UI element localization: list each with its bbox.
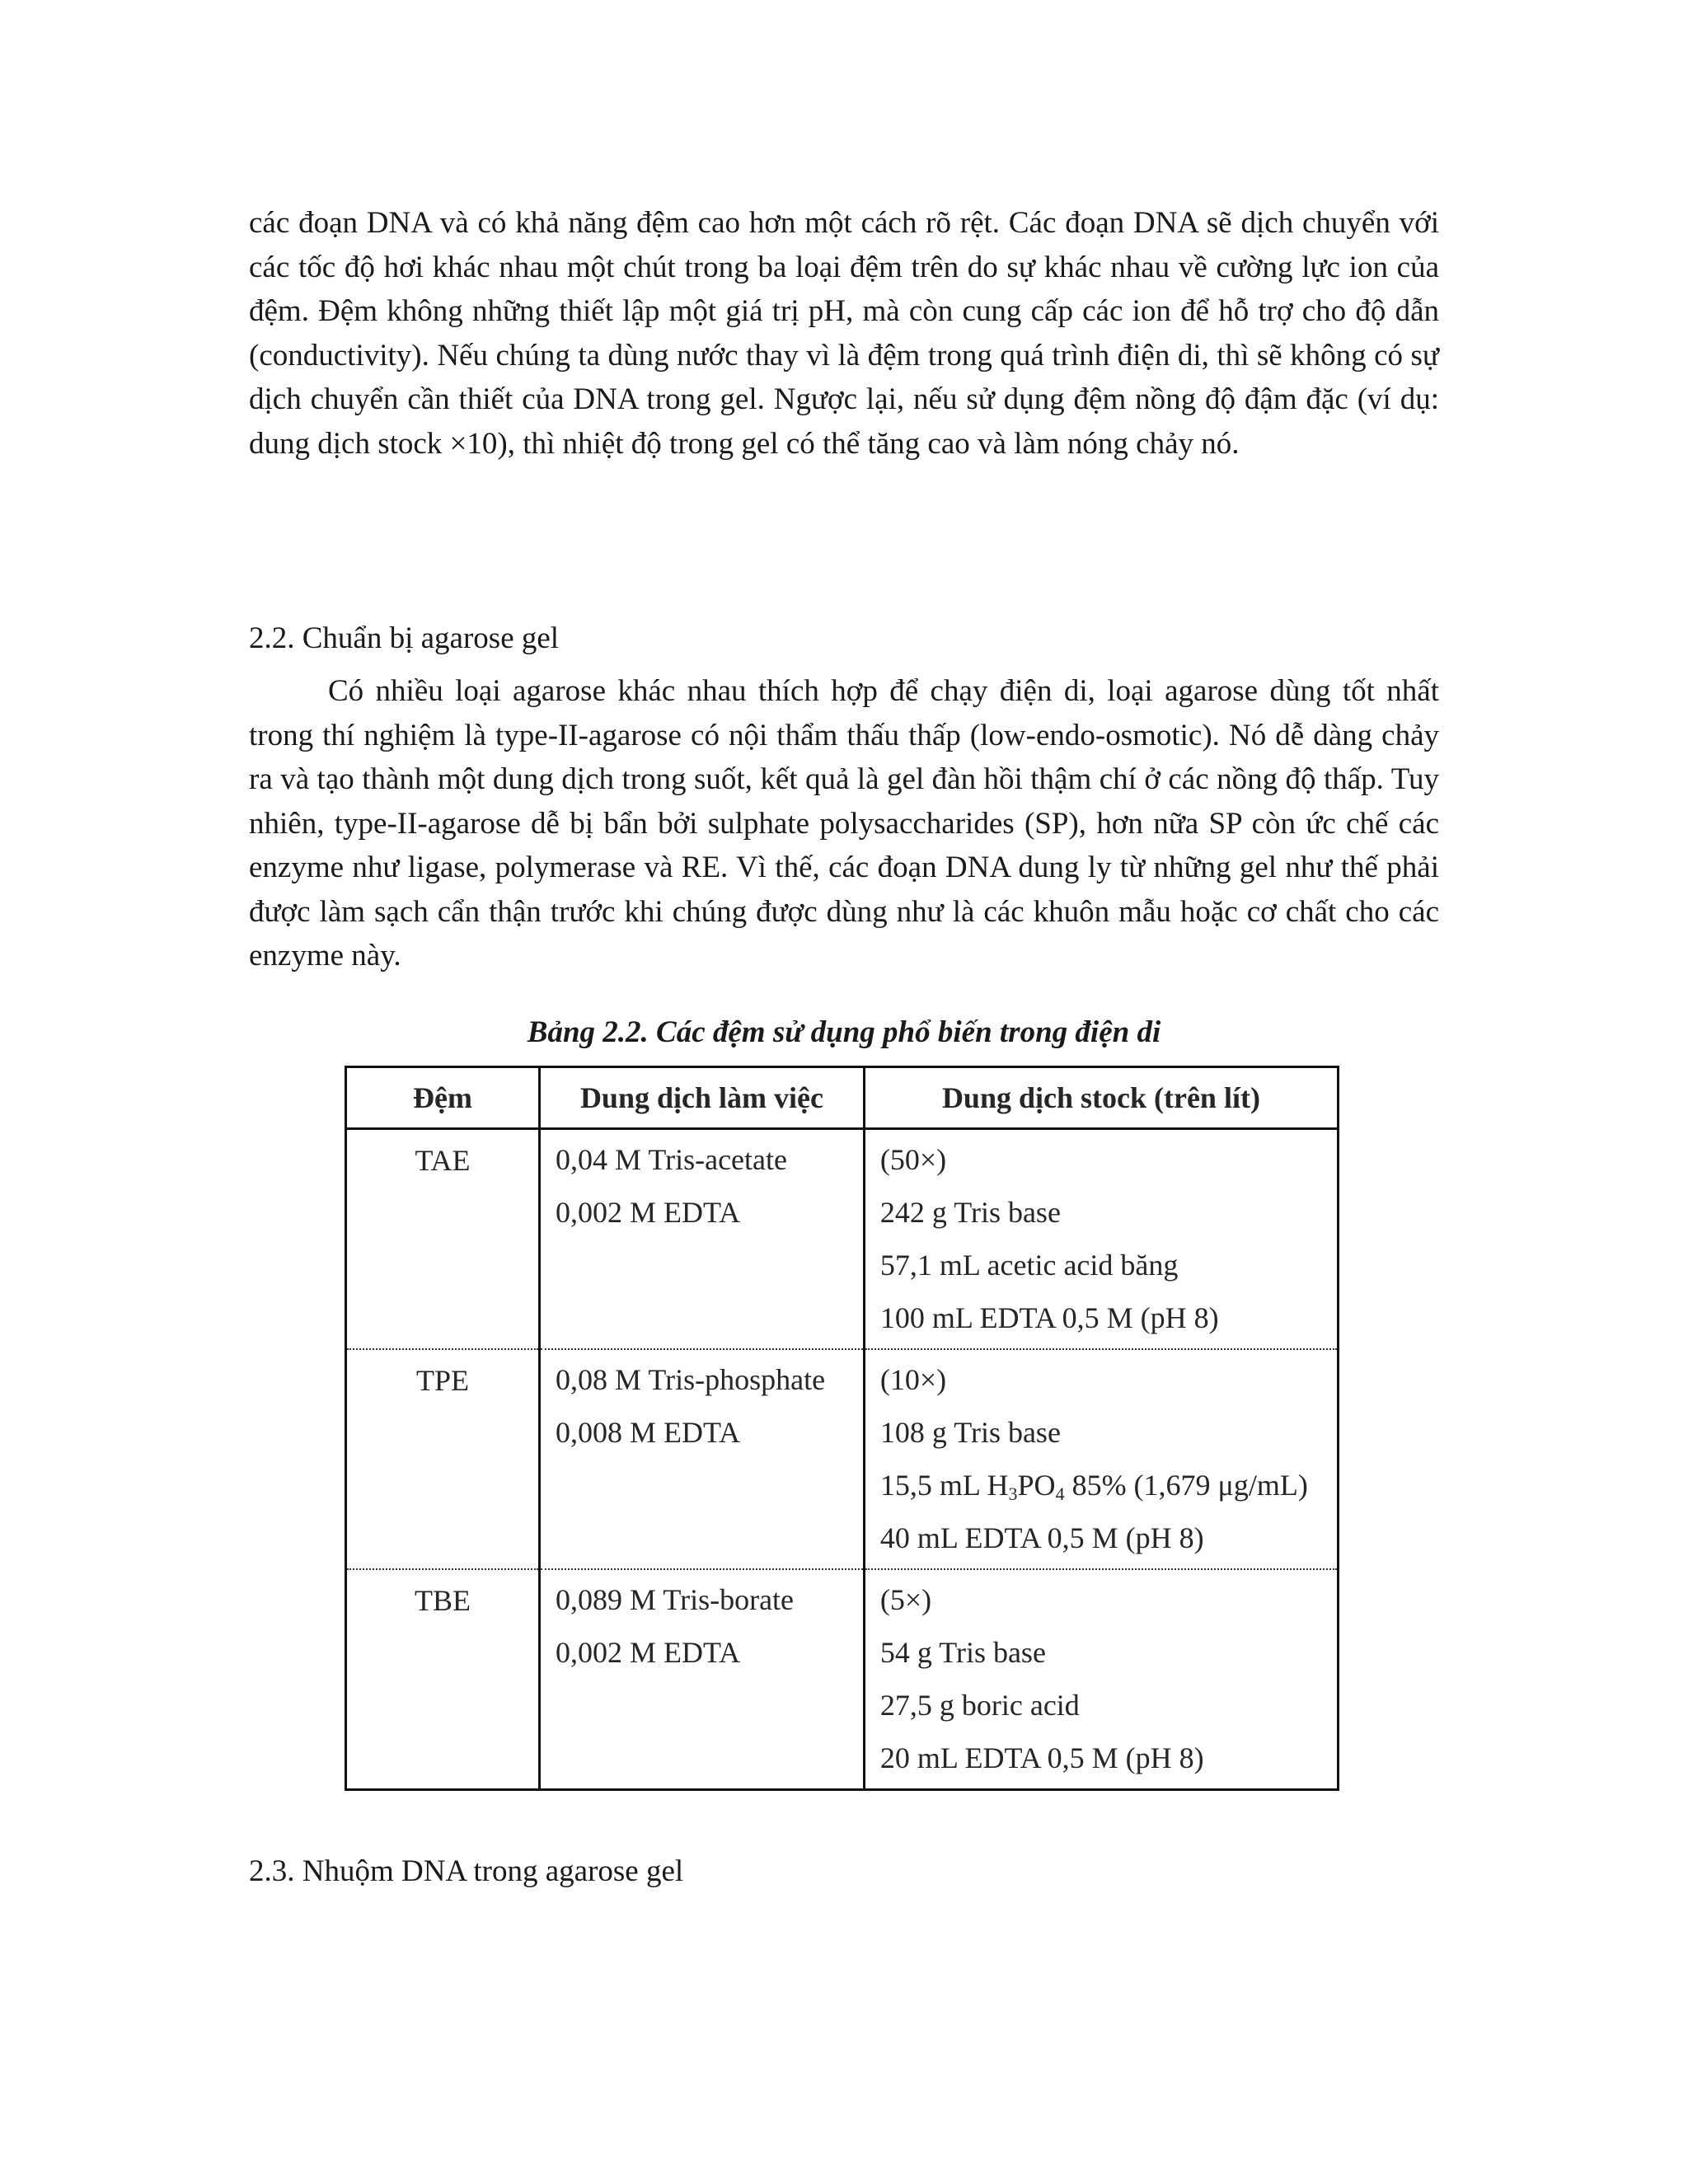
working-line: 0,002 M EDTA xyxy=(556,1196,741,1229)
stock-line: 57,1 mL acetic acid băng xyxy=(879,1249,1179,1282)
stock-solution-cell xyxy=(864,1569,1338,1790)
body-paragraph-1: các đoạn DNA và có khả năng đệm cao hơn một cách rõ rệt. Các đoạn DNA sẽ dịch chuyển với các tốc độ hơi khác nhau một chút trong ba loại đệm trên do sự khác nhau về cường lực ion của đệm. Đệm không những thiết lập một giá trị pH, mà còn cung cấp các ion để hỗ trợ cho độ dẫn (conductivity). Nếu chúng ta dùng nước thay vì là đệm trong quá trình điện di, thì sẽ không có sự dịch chuyển cần thiết của DNA trong gel. Ngược lại, nếu sử dụng đệm nồng độ đậm đặc (ví dụ: dung dịch stock ×10), thì nhiệt độ trong gel có thể tăng cao và làm nóng chảy nó. xyxy=(249,206,1439,461)
working-line: 0,008 M EDTA xyxy=(556,1416,741,1449)
working-line: 0,002 M EDTA xyxy=(556,1636,741,1669)
body-paragraph-2: Có nhiều loại agarose khác nhau thích hợp để chạy điện di, loại agarose dùng tốt nhất trong thí nghiệm là type-II-agarose có nội thẩm thấu thấp (low-endo-osmotic). Nó dễ dàng chảy ra và tạo thành một dung dịch trong suốt, kết quả là gel đàn hồi thậm chí ở các nồng độ thấp. Tuy nhiên, type-II-agarose dễ bị bẩn bởi sulphate polysaccharides (SP), hơn nữa SP còn ức chế các enzyme như ligase, polymerase và RE. Vì thế, các đoạn DNA dung ly từ những gel như thế phải được làm sạch cẩn thận trước khi chúng được dùng như là các khuôn mẫu hoặc cơ chất cho các enzyme này. xyxy=(249,674,1439,972)
formula-text: PO xyxy=(1017,1469,1056,1502)
working-line: 0,08 M Tris-phosphate xyxy=(556,1363,826,1396)
formula-text: 85% (1,679 μg/mL) xyxy=(1064,1469,1308,1502)
stock-solution-cell xyxy=(864,1349,1338,1569)
stock-line: 40 mL EDTA 0,5 M (pH 8) xyxy=(879,1521,1204,1554)
header-buffer: Đệm xyxy=(346,1067,540,1129)
buffer-name-cell: TBE xyxy=(346,1569,540,1790)
table-row xyxy=(346,1349,1339,1569)
table-caption: Bảng 2.2. Các đệm sử dụng phổ biến trong điện di xyxy=(527,1015,1161,1049)
stock-line: 100 mL EDTA 0,5 M (pH 8) xyxy=(879,1301,1219,1334)
working-line: 0,04 M Tris-acetate xyxy=(556,1143,787,1176)
working-solution-cell xyxy=(540,1349,865,1569)
formula-subscript: 3 xyxy=(1008,1483,1018,1504)
stock-line-formula xyxy=(865,1459,1337,1511)
stock-line: 242 g Tris base xyxy=(879,1196,1061,1229)
formula-text: 15,5 mL H xyxy=(879,1469,1009,1502)
stock-line: 108 g Tris base xyxy=(879,1416,1061,1449)
section-heading-2-2: 2.2. Chuẩn bị agarose gel xyxy=(249,621,560,655)
buffer-name-cell: TAE xyxy=(346,1129,540,1350)
header-working-solution: Dung dịch làm việc xyxy=(540,1067,865,1129)
table-row xyxy=(346,1569,1339,1790)
buffer-table xyxy=(345,1066,1339,1791)
table-row xyxy=(346,1129,1339,1350)
table-header-row xyxy=(346,1067,1339,1129)
stock-line: 54 g Tris base xyxy=(879,1636,1046,1669)
buffer-name-cell: TPE xyxy=(346,1349,540,1569)
stock-line: (5×) xyxy=(879,1583,932,1616)
working-line: 0,089 M Tris-borate xyxy=(556,1583,795,1616)
stock-line: 20 mL EDTA 0,5 M (pH 8) xyxy=(879,1741,1204,1774)
working-solution-cell xyxy=(540,1569,865,1790)
stock-line: (50×) xyxy=(879,1143,947,1176)
working-solution-cell xyxy=(540,1129,865,1350)
formula-subscript: 4 xyxy=(1055,1483,1065,1504)
stock-solution-cell xyxy=(864,1129,1338,1350)
stock-line: 27,5 g boric acid xyxy=(879,1689,1080,1722)
stock-line: (10×) xyxy=(879,1363,947,1396)
header-stock-solution: Dung dịch stock (trên lít) xyxy=(864,1067,1338,1129)
section-heading-2-3: 2.3. Nhuộm DNA trong agarose gel xyxy=(249,1854,684,1888)
